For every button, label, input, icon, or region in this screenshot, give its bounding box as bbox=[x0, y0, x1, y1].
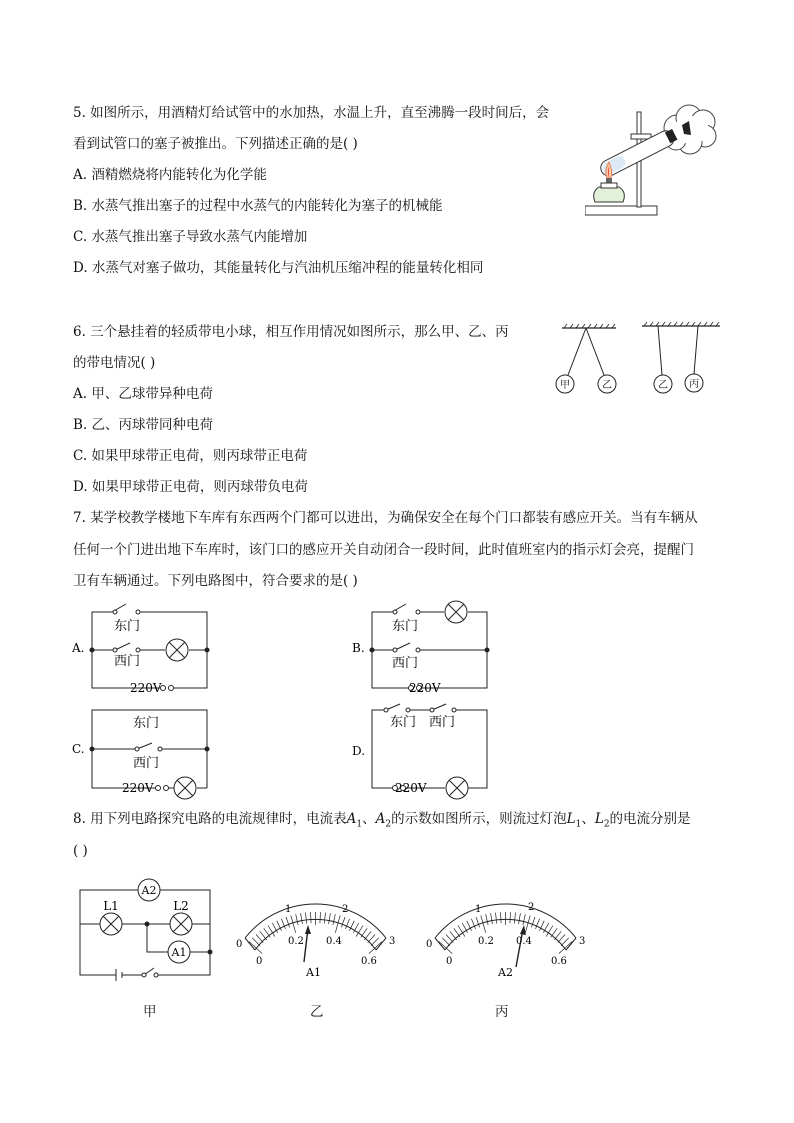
dial-tick bbox=[523, 914, 525, 925]
q5-option-a[interactable]: A. 酒精燃烧将内能转化为化学能 bbox=[73, 167, 267, 183]
voltage-label: 220V bbox=[409, 681, 441, 695]
ammeter-a1-subscript: 1 bbox=[356, 819, 363, 830]
q7-option-a-circuit[interactable] bbox=[70, 598, 220, 696]
dial-small-06: 0.6 bbox=[551, 956, 567, 967]
q8-stem-line1 bbox=[73, 810, 691, 834]
ammeter-a1-symbol: A bbox=[346, 811, 357, 827]
dial-small-0: 0 bbox=[256, 956, 263, 967]
ammeter-dial-yi bbox=[228, 892, 403, 987]
circuit-label-a2: A2 bbox=[141, 884, 157, 897]
dial-big-2: 2 bbox=[528, 902, 535, 913]
dial-tick bbox=[301, 913, 303, 924]
dial-tick bbox=[481, 916, 486, 933]
voltage-label: 220V bbox=[130, 681, 162, 695]
dial-big-3: 3 bbox=[579, 936, 586, 947]
caption-jia: 甲 bbox=[143, 1004, 157, 1020]
ball-label-jia: 甲 bbox=[560, 380, 570, 391]
dial-tick bbox=[296, 914, 298, 925]
dial-tick bbox=[256, 935, 263, 943]
q6-stem-line1: 6. 三个悬挂着的轻质带电小球，相互作用情况如图所示，那么甲、乙、丙 bbox=[73, 324, 509, 340]
dial-tick bbox=[454, 928, 460, 937]
q5-option-d[interactable]: D. 水蒸气对塞子做功，其能量转化与汽油机压缩冲程的能量转化相同 bbox=[73, 260, 484, 276]
dial-tick bbox=[531, 917, 535, 927]
dial-tick bbox=[341, 917, 345, 927]
dial-tick bbox=[501, 912, 502, 923]
dial-tick bbox=[561, 938, 569, 946]
dial-tick bbox=[558, 935, 565, 943]
dial-tick bbox=[446, 935, 453, 943]
dial-big-1: 1 bbox=[285, 904, 292, 915]
circuit-label-a1: A1 bbox=[171, 946, 187, 959]
q8-separator-2: 、 bbox=[581, 811, 595, 827]
dial-small-02: 0.2 bbox=[478, 936, 494, 947]
q6-option-d[interactable]: D. 如果甲球带正电荷，则丙球带负电荷 bbox=[73, 479, 308, 495]
q5-stem-line1: 5. 如图所示，用酒精灯给试管中的水加热，水温上升，直至沸腾一段时间后，会 bbox=[73, 105, 550, 121]
ball-label-yi-left: 乙 bbox=[602, 380, 612, 391]
dial-tick bbox=[320, 912, 321, 923]
meter-label-a1: A1 bbox=[306, 966, 321, 979]
lamp-l2-symbol: L bbox=[594, 811, 604, 827]
dial-small-0: 0 bbox=[446, 956, 453, 967]
q7-option-b-circuit[interactable] bbox=[350, 598, 500, 696]
option-d-label: D. bbox=[352, 744, 366, 758]
dial-tick bbox=[519, 913, 521, 924]
west-gate-label: 西门 bbox=[133, 756, 160, 771]
needle-a2 bbox=[516, 929, 523, 967]
dial-tick bbox=[371, 938, 379, 946]
dial-tick bbox=[491, 913, 493, 924]
dial-small-04: 0.4 bbox=[516, 936, 532, 947]
dial-tick bbox=[486, 914, 488, 925]
dial-small-06: 0.6 bbox=[361, 956, 377, 967]
q8-stem-text-2: 的示数如图所示，则流过灯泡 bbox=[391, 811, 567, 827]
dial-tick bbox=[496, 913, 497, 924]
q7-option-c-circuit[interactable] bbox=[70, 703, 220, 803]
q6-option-a[interactable]: A. 甲、乙球带异种电荷 bbox=[73, 386, 213, 402]
east-gate-label: 东门 bbox=[392, 619, 419, 634]
q5-stem-line2: 看到试管口的塞子被推出。下列描述正确的是( ) bbox=[73, 136, 358, 152]
dial-big-0: 0 bbox=[426, 939, 433, 950]
dial-arc bbox=[245, 904, 386, 954]
voltage-label: 220V bbox=[122, 781, 154, 795]
lamp-l2-subscript: 2 bbox=[603, 819, 610, 830]
lamp-l1-subscript: 1 bbox=[575, 819, 582, 830]
dial-tick bbox=[252, 938, 260, 946]
dial-tick bbox=[329, 913, 331, 924]
q5-test-tube-figure bbox=[585, 92, 725, 227]
caption-yi: 乙 bbox=[310, 1004, 324, 1020]
dial-tick bbox=[333, 914, 335, 925]
q6-option-c[interactable]: C. 如果甲球带正电荷，则丙球带正电荷 bbox=[73, 448, 308, 464]
dial-tick bbox=[364, 931, 371, 940]
q7-option-d-circuit[interactable] bbox=[350, 703, 500, 803]
ammeter-dial-bing bbox=[418, 892, 593, 987]
ammeter-a2-symbol: A bbox=[375, 811, 386, 827]
west-gate-label: 西门 bbox=[114, 654, 141, 669]
east-gate-label: 东门 bbox=[114, 619, 141, 634]
q8-stem-text-1: 8. 用下列电路探究电路的电流规律时，电流表 bbox=[73, 811, 347, 827]
meter-label-a2: A2 bbox=[498, 966, 513, 979]
dial-big-3: 3 bbox=[389, 936, 396, 947]
option-b-label: B. bbox=[352, 641, 365, 655]
ball-label-bing: 丙 bbox=[689, 379, 699, 390]
q5-option-b[interactable]: B. 水蒸气推出塞子的过程中水蒸气的内能转化为塞子的机械能 bbox=[73, 198, 443, 214]
dial-tick bbox=[335, 916, 340, 933]
dial-big-1: 1 bbox=[475, 904, 482, 915]
dial-tick bbox=[361, 928, 367, 937]
west-gate-label: 西门 bbox=[429, 715, 456, 730]
q8-separator-1: 、 bbox=[362, 811, 376, 827]
q7-stem-line3: 卫有车辆通过。下列电路图中，符合要求的是( ) bbox=[73, 573, 358, 589]
dial-tick bbox=[450, 931, 457, 940]
ball-label-yi-right: 乙 bbox=[658, 380, 668, 391]
dial-arc bbox=[435, 904, 576, 954]
dial-tick bbox=[510, 912, 511, 923]
dial-big-0: 0 bbox=[236, 939, 243, 950]
dial-tick bbox=[291, 916, 296, 933]
q7-stem-line1: 7. 某学校教学楼地下车库有东西两个门都可以进出，为确保安全在每个门口都装有感应开关。当有车辆从 bbox=[73, 510, 698, 526]
circuit-label-l2: L2 bbox=[173, 899, 189, 913]
q6-suspended-balls-figure bbox=[548, 318, 728, 400]
q8-stem-line2: ( ) bbox=[73, 843, 88, 859]
q8-stem-text-3: 的电流分别是 bbox=[609, 811, 691, 827]
dial-big-2: 2 bbox=[342, 904, 349, 915]
q7-stem-line2: 任何一个门进出地下车库时，该门口的感应开关自动闭合一段时间，此时值班室内的指示灯会亮，提醒门 bbox=[73, 542, 694, 558]
dial-tick bbox=[286, 917, 290, 927]
dial-tick bbox=[442, 938, 450, 946]
dial-small-02: 0.2 bbox=[288, 936, 304, 947]
dial-tick bbox=[264, 928, 270, 937]
dial-tick bbox=[551, 928, 557, 937]
dial-tick bbox=[368, 935, 375, 943]
q6-stem-line2: 的带电情况( ) bbox=[73, 355, 156, 371]
dial-tick bbox=[525, 916, 530, 933]
dial-tick bbox=[306, 913, 307, 924]
q8-circuit-jia bbox=[72, 876, 217, 981]
q5-option-c[interactable]: C. 水蒸气推出塞子导致水蒸气内能增加 bbox=[73, 229, 308, 245]
q6-option-b[interactable]: B. 乙、丙球带同种电荷 bbox=[73, 417, 214, 433]
option-a-label: A. bbox=[72, 641, 85, 655]
lamp-l1-symbol: L bbox=[566, 811, 576, 827]
caption-bing: 丙 bbox=[495, 1004, 509, 1020]
dial-tick bbox=[311, 912, 312, 923]
dial-tick bbox=[324, 913, 325, 924]
east-gate-label: 东门 bbox=[133, 716, 160, 731]
dial-tick bbox=[554, 931, 561, 940]
dial-small-04: 0.4 bbox=[326, 936, 342, 947]
west-gate-label: 西门 bbox=[392, 656, 419, 671]
dial-tick bbox=[476, 917, 480, 927]
ammeter-a2-subscript: 2 bbox=[385, 819, 392, 830]
circuit-label-l1: L1 bbox=[103, 899, 119, 913]
dial-tick bbox=[260, 931, 267, 940]
east-gate-label: 东门 bbox=[390, 715, 417, 730]
dial-tick bbox=[514, 913, 515, 924]
voltage-label: 220V bbox=[395, 781, 427, 795]
option-c-label: C. bbox=[72, 742, 85, 756]
stand-base bbox=[585, 206, 657, 215]
